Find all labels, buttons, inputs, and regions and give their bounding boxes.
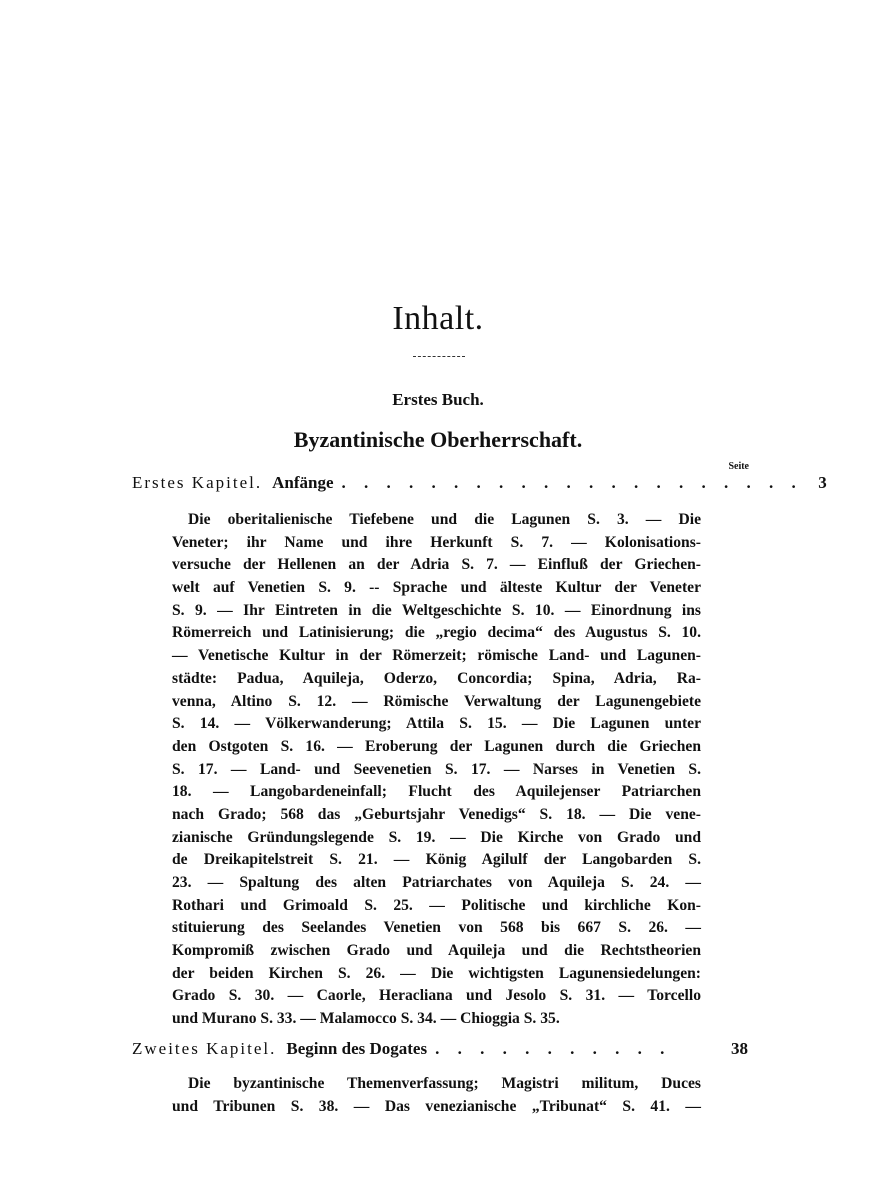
summary-line: nach Grado; 568 das „Geburtsjahr Venedigs“ S. 18. — Die vene-: [172, 805, 701, 823]
leader-dots: . . . . . . . . . . . . . . . . . . . . .: [341, 473, 803, 492]
page-column-label: Seite: [728, 461, 749, 472]
summary-line: de Dreikapitelstreit S. 21. — König Agilulf der Langobarden S.: [172, 851, 701, 869]
book-heading: Erstes Buch.: [392, 390, 484, 409]
summary-line: städte: Padua, Aquileja, Oderzo, Concordia; Spina, Adria, Ra-: [172, 669, 701, 687]
summary-line: stituierung des Seelandes Venetien von 568 bis 667 S. 26. —: [172, 919, 701, 937]
summary-line: S. 9. — Ihr Eintreten in die Weltgeschichte S. 10. — Einordnung ins: [172, 601, 701, 619]
leader-dots: . . . . . . . . . . .: [435, 1039, 672, 1058]
summary-line: Die oberitalienische Tiefebene und die Lagunen S. 3. — Die: [188, 511, 701, 528]
summary-line: S. 17. — Land- und Seevenetien S. 17. — Narses in Venetien S.: [172, 760, 701, 778]
summary-line: und Tribunen S. 38. — Das venezianische „Tribunat“ S. 41. —: [172, 1097, 701, 1115]
summary-line: und Murano S. 33. — Malamocco S. 34. — Chioggia S. 35.: [172, 1010, 560, 1028]
summary-line: versuche der Hellenen an der Adria S. 7. — Einfluß der Griechen-: [172, 556, 701, 574]
chapter-page-number: 38: [731, 1039, 748, 1058]
summary-line: Die byzantinische Themenverfassung; Magistri militum, Duces: [188, 1075, 701, 1092]
summary-line: Veneter; ihr Name und ihre Herkunft S. 7. — Kolonisations-: [172, 533, 701, 551]
part-heading: Byzantinische Oberherrschaft.: [293, 427, 583, 452]
chapter-1-summary: [172, 509, 701, 1031]
summary-line: Kompromiß zwischen Grado und Aquileja und die Rechtstheorien: [172, 942, 701, 960]
toc-entry-chapter-1: [132, 473, 827, 495]
summary-line: Römerreich und Latinisierung; die „regio decima“ des Augustus S. 10.: [172, 624, 701, 642]
summary-line: venna, Altino S. 12. — Römische Verwaltung der Lagunengebiete: [172, 692, 701, 710]
summary-line: den Ostgoten S. 16. — Eroberung der Lagunen durch die Griechen: [172, 737, 701, 755]
chapter-title: Anfänge: [272, 473, 334, 492]
summary-line: 18. — Langobardeneinfall; Flucht des Aquilejenser Patriarchen: [172, 783, 701, 801]
summary-line: S. 14. — Völkerwanderung; Attila S. 15. — Die Lagunen unter: [172, 715, 701, 733]
chapter-page-number: 3: [818, 473, 827, 492]
toc-entry-chapter-2: [132, 1039, 748, 1061]
chapter-label: Erstes Kapitel.: [132, 473, 263, 492]
summary-line: Grado S. 30. — Caorle, Heracliana und Jesolo S. 31. — Torcello: [172, 987, 701, 1005]
summary-line: welt auf Venetien S. 9. -- Sprache und älteste Kultur der Veneter: [172, 579, 701, 597]
page-title: Inhalt.: [392, 300, 484, 337]
summary-line: — Venetische Kultur in der Römerzeit; römische Land- und Lagunen-: [172, 647, 701, 665]
title-divider: [413, 356, 465, 358]
chapter-title: Beginn des Dogates: [286, 1039, 428, 1058]
chapter-label: Zweites Kapitel.: [132, 1039, 277, 1058]
summary-line: Rothari und Grimoald S. 25. — Politische und kirchliche Kon-: [172, 896, 701, 914]
summary-line: 23. — Spaltung des alten Patriarchates von Aquileja S. 24. —: [172, 874, 701, 891]
summary-line: zianische Gründungslegende S. 19. — Die Kirche von Grado und: [172, 828, 701, 846]
chapter-2-summary: [172, 1073, 701, 1118]
summary-line: der beiden Kirchen S. 26. — Die wichtigsten Lagunensiedelungen:: [172, 964, 701, 982]
